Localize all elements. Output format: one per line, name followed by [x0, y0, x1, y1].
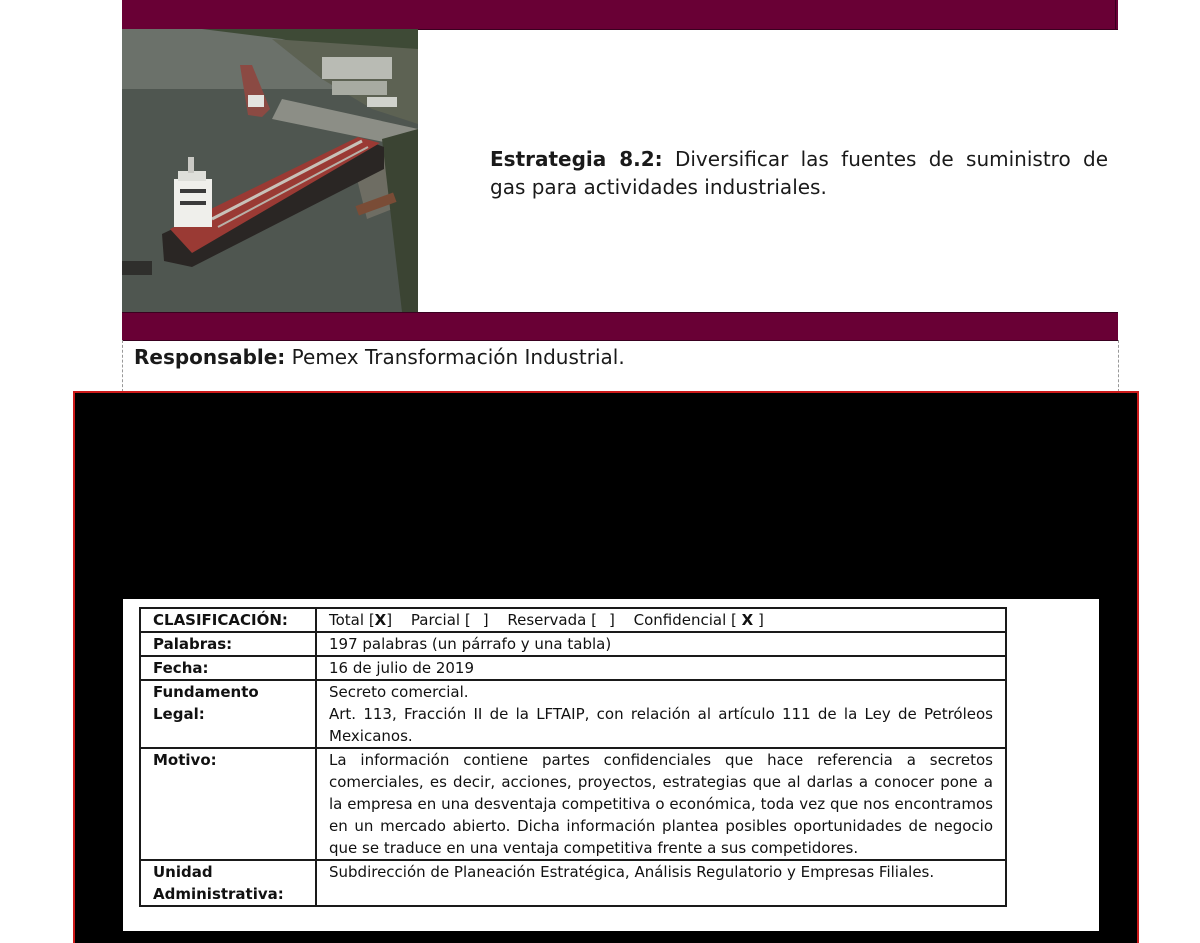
classification-table — [139, 607, 1007, 907]
table-row — [140, 680, 1006, 748]
header-band — [122, 0, 1118, 30]
fecha-label: Fecha: — [140, 656, 316, 680]
fundamento-value — [316, 680, 1006, 748]
clasificacion-options: Total [X] Parcial [ ] Reservada [ ] Confidencial [ X ] — [316, 608, 1006, 632]
responsable-value: Pemex Transformación Industrial. — [291, 345, 625, 369]
option-parcial-name: Parcial — [410, 611, 461, 629]
table-row — [140, 656, 1006, 680]
table-row — [140, 748, 1006, 860]
clasificacion-label: CLASIFICACIÓN: — [140, 608, 316, 632]
fundamento-line-1: Secreto comercial. — [329, 683, 469, 701]
unidad-label: Unidad Administrativa: — [140, 860, 316, 906]
responsable-line — [134, 343, 625, 371]
fundamento-line-2: Art. 113, Fracción II de la LFTAIP, con relación al artículo 111 de la Ley de Petróleos Mexicanos. — [329, 705, 993, 745]
table-row — [140, 608, 1006, 632]
option-total-name: Total — [329, 611, 365, 629]
table-row — [140, 632, 1006, 656]
option-confidencial-mark: X — [741, 611, 754, 629]
option-confidencial-name: Confidencial — [633, 611, 727, 629]
fundamento-label: Fundamento Legal: — [140, 680, 316, 748]
responsable-label: Responsable: — [134, 345, 286, 369]
strategy-text — [490, 145, 1108, 201]
palabras-label: Palabras: — [140, 632, 316, 656]
strategy-label: Estrategia 8.2: — [490, 147, 663, 171]
fecha-value: 16 de julio de 2019 — [316, 656, 1006, 680]
section-band — [122, 312, 1118, 341]
table-row — [140, 860, 1006, 906]
unidad-value: Subdirección de Planeación Estratégica, Análisis Regulatorio y Empresas Filiales. — [316, 860, 1006, 906]
palabras-value: 197 palabras (un párrafo y una tabla) — [316, 632, 1006, 656]
option-total-mark: X — [374, 611, 387, 629]
option-reservada-name: Reservada — [507, 611, 587, 629]
motivo-label: Motivo: — [140, 748, 316, 860]
strategy-description: Diversificar las fuentes de suministro de gas para actividades industriales. — [490, 147, 1108, 199]
motivo-value: La información contiene partes confidenciales que hace referencia a secretos comerciales, es decir, acciones, proyectos, estrategias que al darlas a conocer pone a la empresa en una desventaja competitiva o económica, toda vez que nos encontramos en un mercado abierto. Dicha información plantea posibles oportunidades de negocio que se traduce en una ventaja competitiva frente a sus competidores. — [316, 748, 1006, 860]
tanker-ship-photo — [122, 29, 418, 312]
